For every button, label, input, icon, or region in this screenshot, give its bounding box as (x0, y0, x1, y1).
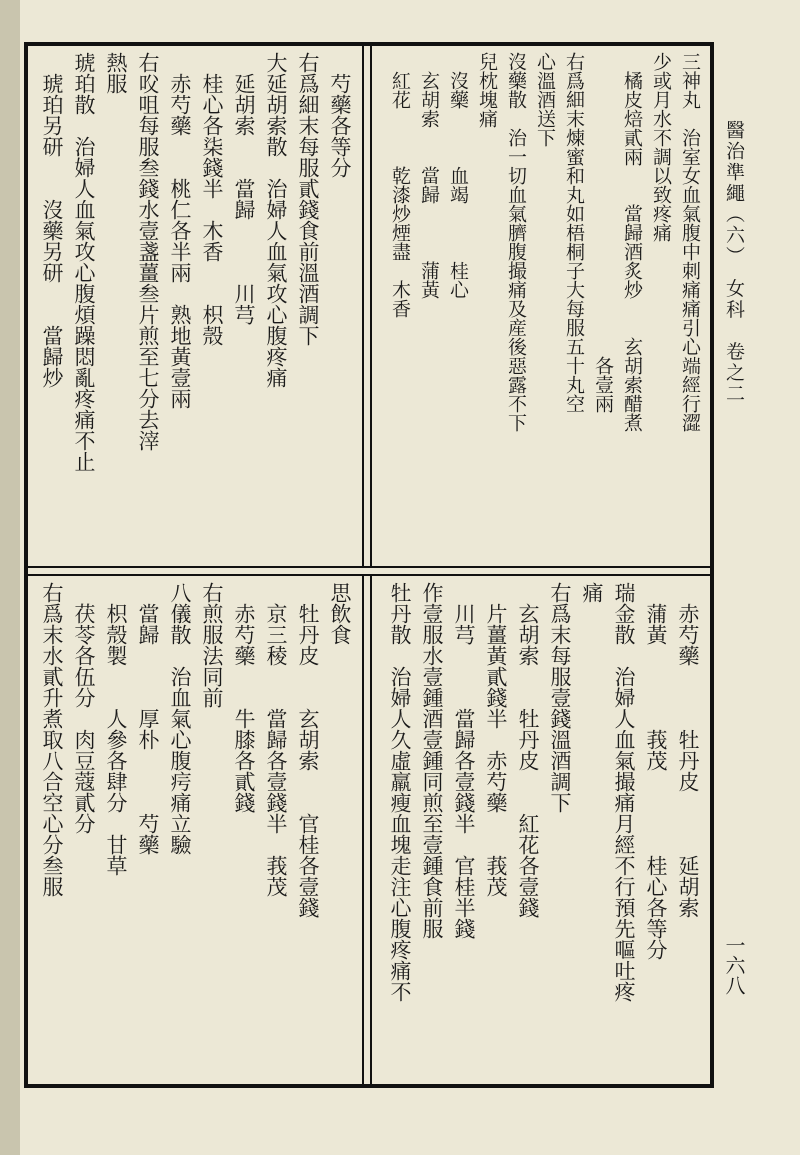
text-column: 右爲末每服壹錢溫酒調下 (548, 582, 572, 813)
book-gutter (0, 0, 20, 1155)
text-column: 茯苓各伍分 肉豆蔻貳分 (72, 582, 96, 834)
text-column: 京三稜 當歸各壹錢半 莪茂 (264, 582, 288, 897)
vertical-divider-top (362, 46, 372, 566)
text-column: 玄胡索 當歸 蒲黃 (418, 52, 440, 299)
text-column: 枳殼製 人參各肆分 甘草 (104, 582, 128, 876)
text-column: 蒲黃 莪茂 桂心各等分 (644, 582, 668, 960)
text-column: 右爲細末每服貳錢食前溫酒調下 (296, 52, 320, 346)
text-column: 片薑黃貳錢半 赤芍藥 莪茂 (484, 582, 508, 897)
text-column: 痛 (580, 582, 604, 603)
vertical-divider-bottom (362, 576, 372, 1084)
text-column: 瑞金散 治婦人血氣撮痛月經不行預先嘔吐疼 (612, 582, 636, 1002)
text-column: 大延胡索散 治婦人血氣攻心腹疼痛 (264, 52, 288, 388)
text-column: 沒藥 血竭 桂心 (447, 52, 469, 299)
text-column: 赤芍藥 桃仁各半兩 熟地黃壹兩 (168, 52, 192, 409)
text-column: 赤芍藥 牡丹皮 延胡索 (676, 582, 700, 918)
horizontal-divider (28, 566, 710, 576)
text-column: 熱服 (104, 52, 128, 94)
text-column: 琥珀散 治婦人血氣攻心腹煩躁悶亂疼痛不止 (72, 52, 96, 472)
text-column: 延胡索 當歸 川芎 (232, 52, 256, 325)
text-column: 紅花 乾漆炒煙盡 木香 (389, 52, 411, 318)
text-column: 牡丹皮 玄胡索 官桂各壹錢 (296, 582, 320, 918)
text-column: 右爲細末煉蜜和丸如梧桐子大每服五十丸空 (563, 52, 585, 413)
text-column: 三神丸 治室女血氣腹中刺痛痛引心端經行澀 (679, 52, 701, 432)
text-column: 右㕮咀每服叁錢水壹盞薑叁片煎至七分去滓 (136, 52, 160, 451)
text-column: 少或月水不調以致疼痛 (650, 52, 672, 242)
text-column: 芍藥各等分 (328, 52, 352, 178)
text-column: 右爲末水貳升煮取八合空心分叁服 (40, 582, 64, 897)
text-column: 玄胡索 牡丹皮 紅花各壹錢 (516, 582, 540, 918)
panel-top-right (372, 46, 710, 566)
text-column: 橘皮焙貳兩 當歸酒炙炒 玄胡索醋煮 (621, 52, 643, 432)
text-column: 思飲食 (328, 582, 352, 645)
running-header: 醫治準繩（六） 女科 卷之二 (723, 120, 745, 405)
panel-top-left (28, 46, 362, 566)
text-column: 各壹兩 (592, 52, 614, 413)
text-column: 赤芍藥 牛膝各貳錢 (232, 582, 256, 813)
text-column: 琥珀另研 沒藥另研 當歸炒 (40, 52, 64, 388)
text-column: 右煎服法同前 (200, 582, 224, 708)
text-column: 桂心各柒錢半 木香 枳殼 (200, 52, 224, 346)
panel-bottom-right (372, 576, 710, 1084)
panel-bottom-left (28, 576, 362, 1084)
text-column: 兒枕塊痛 (476, 52, 498, 128)
text-column: 當歸 厚朴 芍藥 (136, 582, 160, 855)
text-column: 沒藥散 治一切血氣臍腹撮痛及産後惡露不下 (505, 52, 527, 432)
text-column: 心溫酒送下 (534, 52, 556, 147)
text-column: 作壹服水壹鍾酒壹鍾同煎至壹鍾食前服 (420, 582, 444, 939)
text-column: 牡丹散 治婦人久虛羸瘦血塊走注心腹疼痛不 (388, 582, 412, 1002)
text-column: 八儀散 治血氣心腹疞痛立驗 (168, 582, 192, 855)
page-number: 一六八 (722, 935, 746, 995)
text-column: 川芎 當歸各壹錢半 官桂半錢 (452, 582, 476, 939)
